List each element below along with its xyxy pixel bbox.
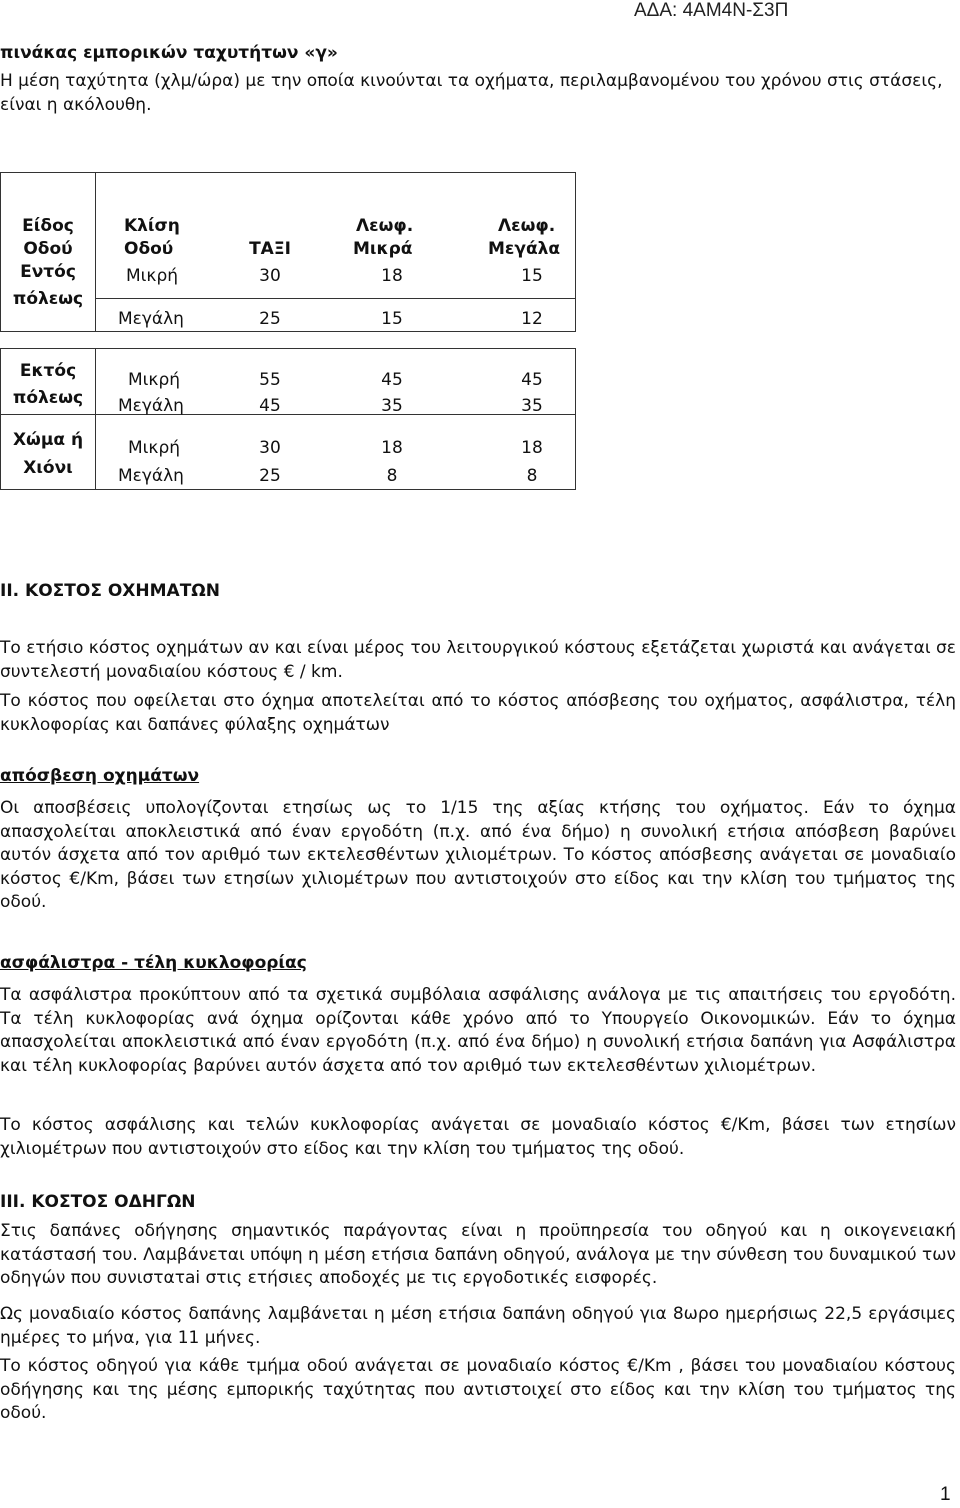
header-bus-small-1: Λεωφ. bbox=[356, 216, 414, 236]
speed-section-intro: Η μέση ταχύτητα (χλμ/ώρα) με την οποία κινούνται τα οχήματα, περιλαμβανομένου του χρόνου στις στάσεις, είναι η ακόλουθη. bbox=[0, 71, 943, 115]
header-road-type-2: Οδού bbox=[23, 239, 73, 259]
insurance-paragraph-1: Τα ασφάλιστρα προκύπτουν από τα σχετικά συμβόλαια ασφάλισης ανάλογα με τις απαιτήσεις του εργοδότη. Τα τέλη κυκλοφορίας ανά όχημα ορίζονται κάθε χρόνο από το Υπουργείο Οικονομικών. Εάν το όχημα απασχολείται αποκλειστικά από έναν εργοδότη (π.χ. από ένα δήμο) η συνολική ετήσια δαπάνη για Ασφάλιστρα και τέλη κυκλοφορίας βαρύνει αυτόν άσχετα από τον αριθμό των εκτελεσθέντων χιλιομέτρων. bbox=[0, 985, 956, 1076]
driver-cost-paragraph-3: Το κόστος οδηγού για κάθε τμήμα οδού ανάγεται σε μοναδιαίο κόστος €/Km , βάσει του μοναδιαίου κόστους οδήγησης και της μέσης εμπορικής ταχύτητας που αντιστοιχεί στο είδος και την κλίση του τμήματος της οδού. bbox=[0, 1356, 956, 1423]
insurance-paragraph-2: Το κόστος ασφάλισης και τελών κυκλοφορίας ανάγεται σε μοναδιαίο κόστος €/Km, βάσει των ετησίων χιλιομέτρων που αντιστοιχούν στο είδος και την κλίση του τμήματος της οδού. bbox=[0, 1115, 956, 1159]
vehicle-cost-paragraph-2: Το κόστος που οφείλεται στο όχημα αποτελείται από το κόστος απόσβεσης του οχήματος, ασφάλιστρα, τέλη κυκλοφορίας και δαπάνες φύλαξης οχημάτων bbox=[0, 691, 956, 735]
row-taxi: 30 bbox=[259, 438, 281, 458]
header-slope-2: Οδού bbox=[124, 239, 174, 259]
group-inside-label-2: πόλεως bbox=[12, 289, 84, 309]
row-bus-small: 18 bbox=[381, 438, 403, 458]
depreciation-paragraph: Οι αποσβέσεις υπολογίζονται ετησίως ως το 1/15 της αξίας κτήσης του οχήματος. Εάν το όχημα απασχολείται αποκλειστικά από έναν εργοδότη (π.χ. από ένα δήμο) η συνολική ετήσια απόσβεση βαρύνει αυτόν άσχετα από τον αριθμό των εκτελεσθέντων χιλιομέτρων. Το κόστος απόσβεσης ανάγεται σε μοναδιαίο κόστος €/Km, βάσει των ετησίων χιλιομέτρων που αντιστοιχούν στο είδος και την κλίση του τμήματος της οδού. bbox=[0, 798, 956, 912]
row-slope: Μικρή bbox=[126, 266, 179, 286]
driver-cost-paragraph-1: Στις δαπάνες οδήγησης σημαντικός παράγοντας είναι η προϋπηρεσία του οδηγού και η οικογενειακή κατάστασή του. Λαμβάνεται υπόψη η μέση ετήσια δαπάνη οδηγού, ανάλογα με την σύνθεση του δυναμικού των οδηγών που συνιστατai στις ετήσιες αποδοχές με τις εργοδοτικές εισφορές. bbox=[0, 1221, 956, 1288]
row-bus-large: 45 bbox=[521, 370, 543, 390]
cell-dirt-snow-label bbox=[0, 414, 96, 490]
group-outside-label-1: Εκτός bbox=[19, 361, 77, 381]
row-bus-small: 8 bbox=[386, 466, 398, 486]
row-taxi: 55 bbox=[259, 370, 281, 390]
row-slope: Μεγάλη bbox=[118, 466, 184, 486]
ada-code: ΑΔΑ: 4ΑΜ4Ν-Σ3Π bbox=[634, 0, 789, 21]
header-bus-small-2: Μικρά bbox=[353, 239, 413, 259]
row-slope: Μικρή bbox=[128, 370, 181, 390]
driver-cost-heading: III. ΚΟΣΤΟΣ ΟΔΗΓΩΝ bbox=[0, 1192, 196, 1212]
depreciation-heading: απόσβεση οχημάτων bbox=[0, 766, 200, 786]
speed-section-title: πινάκας εμπορικών ταχυτήτων «γ» bbox=[0, 43, 338, 63]
header-slope-1: Κλίση bbox=[124, 216, 180, 236]
row-bus-large: 15 bbox=[521, 266, 543, 286]
row-slope: Μεγάλη bbox=[118, 309, 184, 329]
row-bus-large: 8 bbox=[526, 466, 538, 486]
row-taxi: 25 bbox=[259, 309, 281, 329]
row-bus-small: 45 bbox=[381, 370, 403, 390]
row-slope: Μεγάλη bbox=[118, 396, 184, 416]
insurance-heading: ασφάλιστρα - τέλη κυκλοφορίας bbox=[0, 953, 307, 973]
row-bus-small: 15 bbox=[381, 309, 403, 329]
page-number: 1 bbox=[940, 1484, 951, 1505]
group-inside-label-1: Εντός bbox=[20, 262, 76, 282]
row-taxi: 25 bbox=[259, 466, 281, 486]
row-bus-small: 18 bbox=[381, 266, 403, 286]
row-taxi: 30 bbox=[259, 266, 281, 286]
driver-cost-paragraph-2: Ως μοναδιαίο κόστος δαπάνης λαμβάνεται η μέση ετήσια δαπάνη οδηγού για 8ωρο ημερήσιως 22,5 εργάσιμες ημέρες το μήνα, για 11 μήνες. bbox=[0, 1304, 956, 1348]
row-taxi: 45 bbox=[259, 396, 281, 416]
group-dirt-label-1: Χώμα ή bbox=[12, 430, 84, 450]
group-outside-label-2: πόλεως bbox=[12, 388, 84, 408]
header-taxi: ΤΑΞΙ bbox=[249, 239, 291, 259]
row-bus-small: 35 bbox=[381, 396, 403, 416]
vehicle-cost-heading: II. ΚΟΣΤΟΣ ΟΧΗΜΑΤΩΝ bbox=[0, 581, 220, 601]
row-divider bbox=[95, 298, 576, 299]
speed-table bbox=[0, 172, 576, 490]
row-bus-large: 18 bbox=[521, 438, 543, 458]
header-bus-large-2: Μεγάλα bbox=[488, 239, 561, 259]
header-bus-large-1: Λεωφ. bbox=[498, 216, 556, 236]
row-bus-large: 12 bbox=[521, 309, 543, 329]
row-slope: Μικρή bbox=[128, 438, 181, 458]
vehicle-cost-paragraph-1: Το ετήσιο κόστος οχημάτων αν και είναι μέρος του λειτουργικού κόστους εξετάζεται χωριστά και ανάγεται σε συντελεστή μοναδιαίου κόστους € / km. bbox=[0, 638, 956, 682]
header-road-type-1: Είδος bbox=[22, 216, 74, 236]
group-dirt-label-2: Χιόνι bbox=[23, 458, 73, 478]
row-bus-large: 35 bbox=[521, 396, 543, 416]
